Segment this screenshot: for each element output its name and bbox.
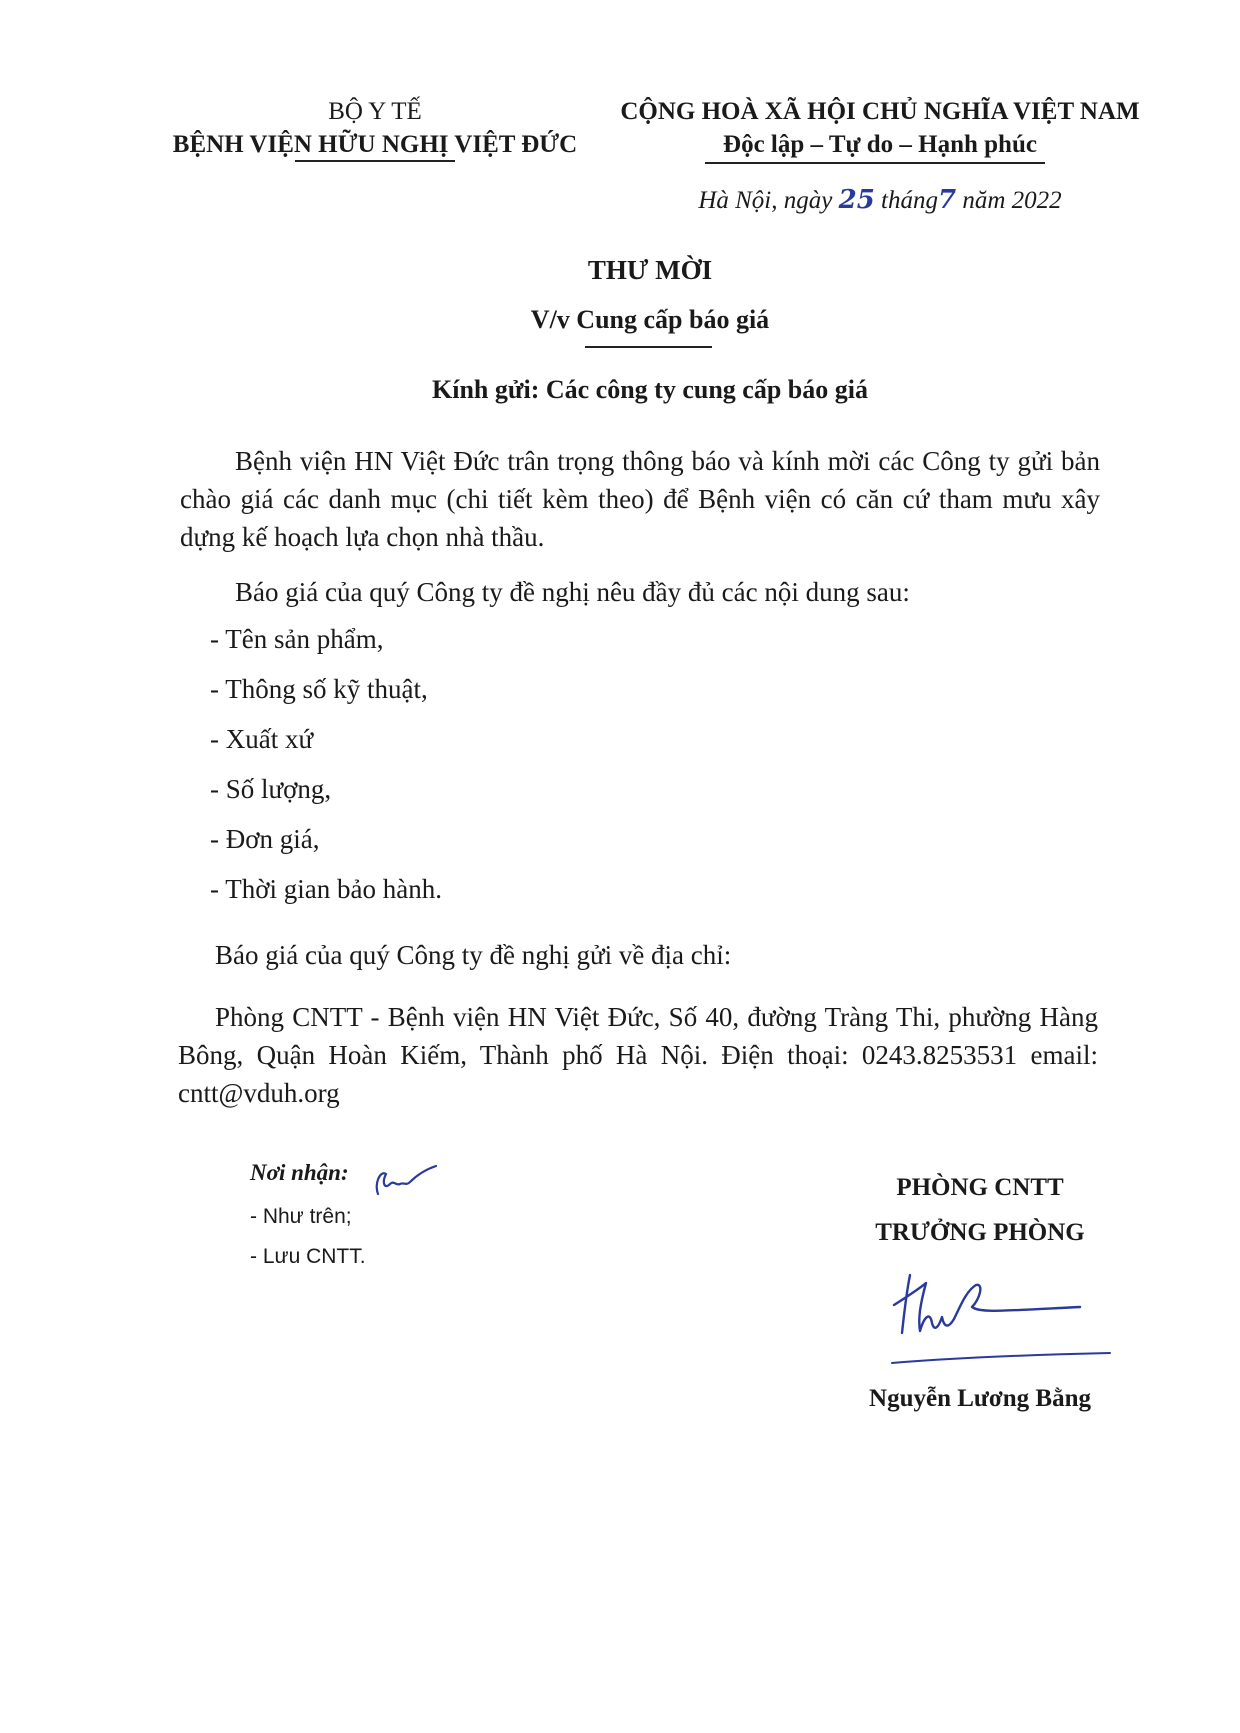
hospital-name: BỆNH VIỆN HỮU NGHỊ VIỆT ĐỨC [172,131,578,158]
body-paragraph-address: Phòng CNTT - Bệnh viện HN Việt Đức, Số 40, đường Tràng Thi, phường Hàng Bông, Quận Hoàn Kiếm, Thành phố Hà Nội. Điện thoại: 0243.8253531 email: cntt@vduh.org [178,1002,1098,1108]
national-heading [600,95,1160,161]
date-year: năm 2022 [962,187,1062,214]
list-item: - Thông số kỹ thuật, [210,670,1010,720]
recipients-block [250,1160,650,1282]
handwritten-initial-icon [372,1160,442,1200]
issuing-organization [150,95,600,161]
list-item: - Thời gian bảo hành. [210,870,1010,920]
list-item: - Đơn giá, [210,820,1010,870]
date-line [600,185,1160,215]
recipients-title: Nơi nhận: [250,1160,349,1185]
date-prefix: Hà Nội, ngày [698,187,833,214]
date-day: 25 [838,185,875,215]
list-item: - Xuất xứ [210,720,1010,770]
body-paragraph-requirements: Báo giá của quý Công ty đề nghị nêu đầy đủ các nội dung sau: [235,577,910,607]
motto-underline [705,162,1045,164]
body-paragraph-address-intro: Báo giá của quý Công ty đề nghị gửi về địa chỉ: [215,940,732,970]
signature-block [800,1165,1160,1255]
subject-underline [585,346,712,348]
list-item: - Tên sản phẩm, [210,620,1010,670]
document-subject: V/v Cung cấp báo giá [530,305,770,334]
nation-name: CỘNG HOÀ XÃ HỘI CHỦ NGHĨA VIỆT NAM [620,98,1140,125]
org-underline [295,160,455,162]
salutation: Kính gửi: Các công ty cung cấp báo giá [432,375,868,404]
list-item: - Số lượng, [210,770,1010,820]
date-month-label: tháng [881,187,938,214]
signer-department: PHÒNG CNTT [896,1174,1064,1201]
date-month: 7 [938,185,957,215]
recipient-item: - Như trên; [250,1205,352,1228]
handwritten-signature-icon [880,1255,1120,1375]
recipient-item: - Lưu CNTT. [250,1245,366,1268]
body-paragraph-intro: Bệnh viện HN Việt Đức trân trọng thông báo và kính mời các Công ty gửi bản chào giá các danh mục (chi tiết kèm theo) để Bệnh viện có căn cứ tham mưu xây dựng kế hoạch lựa chọn nhà thầu. [180,446,1100,552]
document-title: THƯ MỜI [587,255,713,285]
ministry-name: BỘ Y TẾ [328,98,422,125]
requirements-list [210,620,1010,920]
signer-name: Nguyễn Lương Bằng [869,1385,1091,1412]
signer-position: TRƯỞNG PHÒNG [875,1219,1085,1246]
national-motto: Độc lập – Tự do – Hạnh phúc [723,131,1037,158]
